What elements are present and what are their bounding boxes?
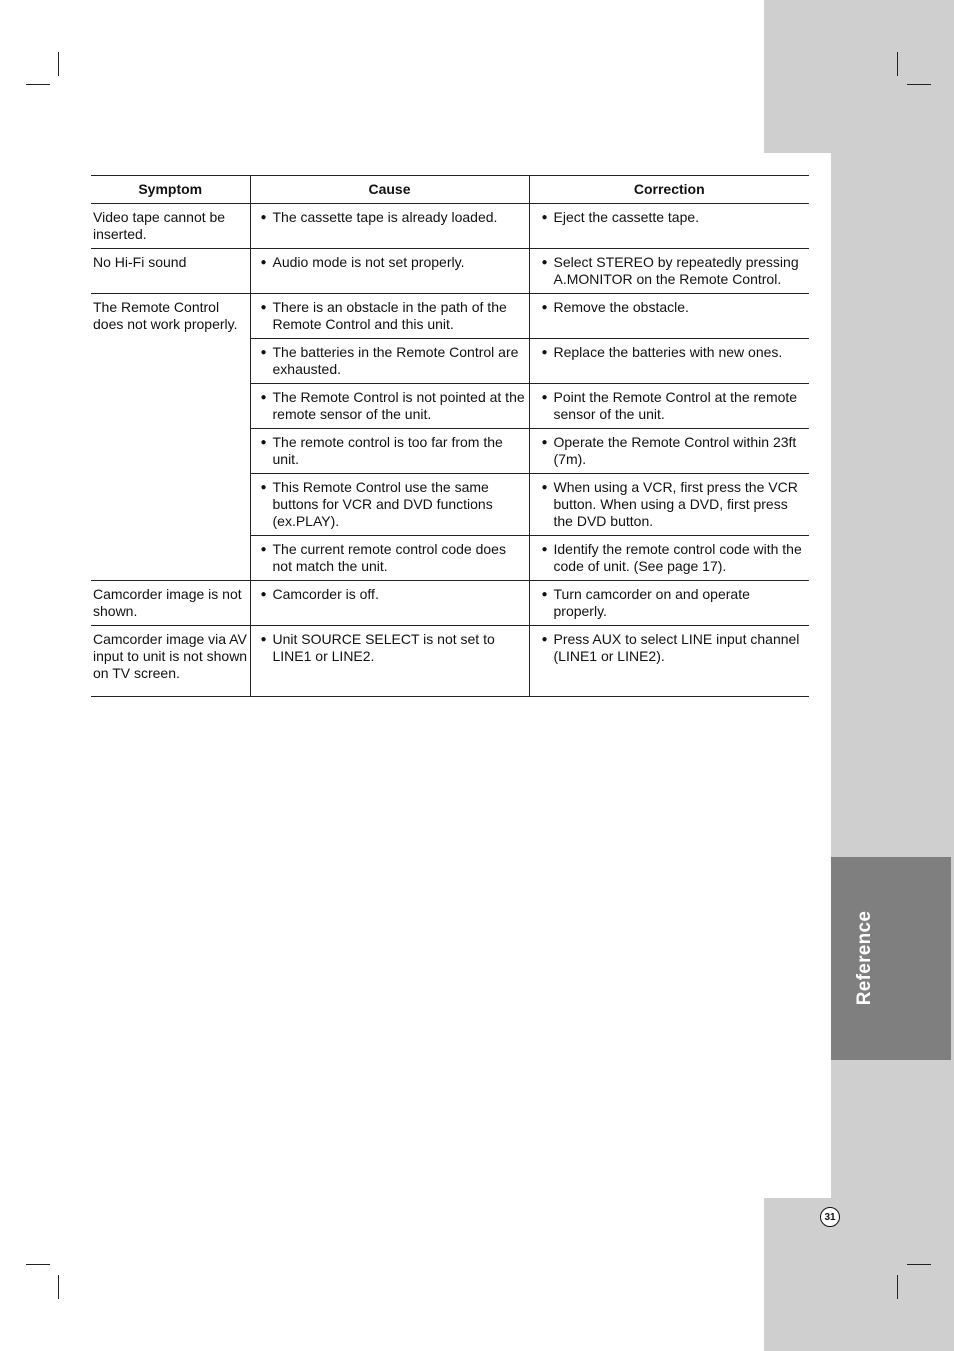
bullet-item [536,541,808,575]
crop-mark [26,84,50,85]
cause-cell [250,249,529,294]
bullet-item [255,254,527,271]
correction-cell [529,581,809,626]
bullet-item [255,631,527,665]
bullet-item [536,631,808,665]
bullet-icon: ● [260,437,267,448]
cause-text: There is an obstacle in the path of the Remote Control and this unit. [272,299,507,332]
cause-header: Cause [250,176,529,204]
bullet-icon: ● [260,482,267,493]
bullet-icon: ● [260,257,267,268]
bullet-icon: ● [541,437,548,448]
bullet-icon: ● [260,589,267,600]
correction-text: Operate the Remote Control within 23ft (7m). [553,434,797,467]
crop-mark [897,52,898,76]
cause-text: Camcorder is off. [272,586,379,602]
bullet-item [536,209,808,226]
correction-cell [529,626,809,697]
bullet-item [255,434,527,468]
correction-text: When using a VCR, first press the VCR button. When using a DVD, first press the DVD button. [553,479,798,529]
bullet-item [536,254,808,288]
correction-cell [529,429,809,474]
table-row [91,249,809,294]
cause-cell [250,474,529,536]
correction-text: Turn camcorder on and operate properly. [553,586,750,619]
symptom-cell: Camcorder image is not shown. [91,581,250,626]
sidebar-band-bottom [764,1198,954,1351]
symptom-cell: The Remote Control does not work properly. [91,294,250,581]
bullet-item [255,344,527,378]
bullet-icon: ● [260,544,267,555]
troubleshooting-table [91,175,809,697]
crop-mark [58,1275,59,1299]
correction-header: Correction [529,176,809,204]
cause-text: The Remote Control is not pointed at the remote sensor of the unit. [272,389,525,422]
cause-text: This Remote Control use the same buttons for VCR and DVD functions (ex.PLAY). [272,479,493,529]
bullet-icon: ● [541,482,548,493]
bullet-icon: ● [541,392,548,403]
bullet-item [255,586,527,603]
correction-text: Eject the cassette tape. [553,209,700,225]
bullet-icon: ● [260,347,267,358]
page-number: 31 [820,1207,840,1227]
cause-text: Audio mode is not set properly. [272,254,465,270]
table-row [91,626,809,697]
bullet-item [536,344,808,361]
crop-mark [26,1264,50,1265]
correction-cell [529,204,809,249]
bullet-item [536,299,808,316]
symptom-cell: Video tape cannot be inserted. [91,204,250,249]
cause-text: Unit SOURCE SELECT is not set to LINE1 or LINE2. [272,631,495,664]
bullet-item [536,586,808,620]
bullet-item [536,479,808,530]
correction-text: Remove the obstacle. [553,299,689,315]
correction-text: Press AUX to select LINE input channel (LINE1 or LINE2). [553,631,800,664]
cause-cell [250,204,529,249]
bullet-item [255,541,527,575]
bullet-icon: ● [260,392,267,403]
cause-text: The remote control is too far from the unit. [272,434,503,467]
table-row [91,581,809,626]
correction-text: Identify the remote control code with the code of unit. (See page 17). [553,541,802,574]
correction-text: Replace the batteries with new ones. [553,344,783,360]
cause-cell [250,429,529,474]
bullet-icon: ● [541,634,548,645]
crop-mark [58,52,59,76]
correction-cell [529,474,809,536]
bullet-icon: ● [541,257,548,268]
symptom-cell: Camcorder image via AV input to unit is not shown on TV screen. [91,626,250,697]
symptom-cell: No Hi-Fi sound [91,249,250,294]
cause-text: The cassette tape is already loaded. [272,209,498,225]
correction-cell [529,249,809,294]
bullet-icon: ● [260,212,267,223]
correction-cell [529,536,809,581]
cause-cell [250,294,529,339]
table-header-row [91,176,809,204]
bullet-item [255,299,527,333]
bullet-item [536,389,808,423]
section-tab [831,857,951,1060]
sidebar-band-top [764,0,954,153]
correction-cell [529,339,809,384]
table-row [91,294,809,339]
cause-cell [250,339,529,384]
crop-mark [897,1275,898,1299]
bullet-item [255,389,527,423]
cause-text: The batteries in the Remote Control are exhausted. [272,344,519,377]
bullet-item [255,479,527,530]
cause-text: The current remote control code does not match the unit. [272,541,506,574]
bullet-item [536,434,808,468]
section-tab-label: Reference [854,910,875,1006]
correction-text: Point the Remote Control at the remote sensor of the unit. [553,389,798,422]
cause-cell [250,581,529,626]
symptom-header: Symptom [91,176,250,204]
table-row [91,204,809,249]
bullet-icon: ● [260,302,267,313]
bullet-icon: ● [541,212,548,223]
cause-cell [250,384,529,429]
bullet-icon: ● [541,589,548,600]
bullet-icon: ● [260,634,267,645]
correction-cell [529,294,809,339]
bullet-icon: ● [541,544,548,555]
bullet-icon: ● [541,302,548,313]
crop-mark [907,1264,931,1265]
correction-cell [529,384,809,429]
crop-mark [907,84,931,85]
correction-text: Select STEREO by repeatedly pressing A.MONITOR on the Remote Control. [553,254,799,287]
bullet-icon: ● [541,347,548,358]
cause-cell [250,536,529,581]
cause-cell [250,626,529,697]
bullet-item [255,209,527,226]
